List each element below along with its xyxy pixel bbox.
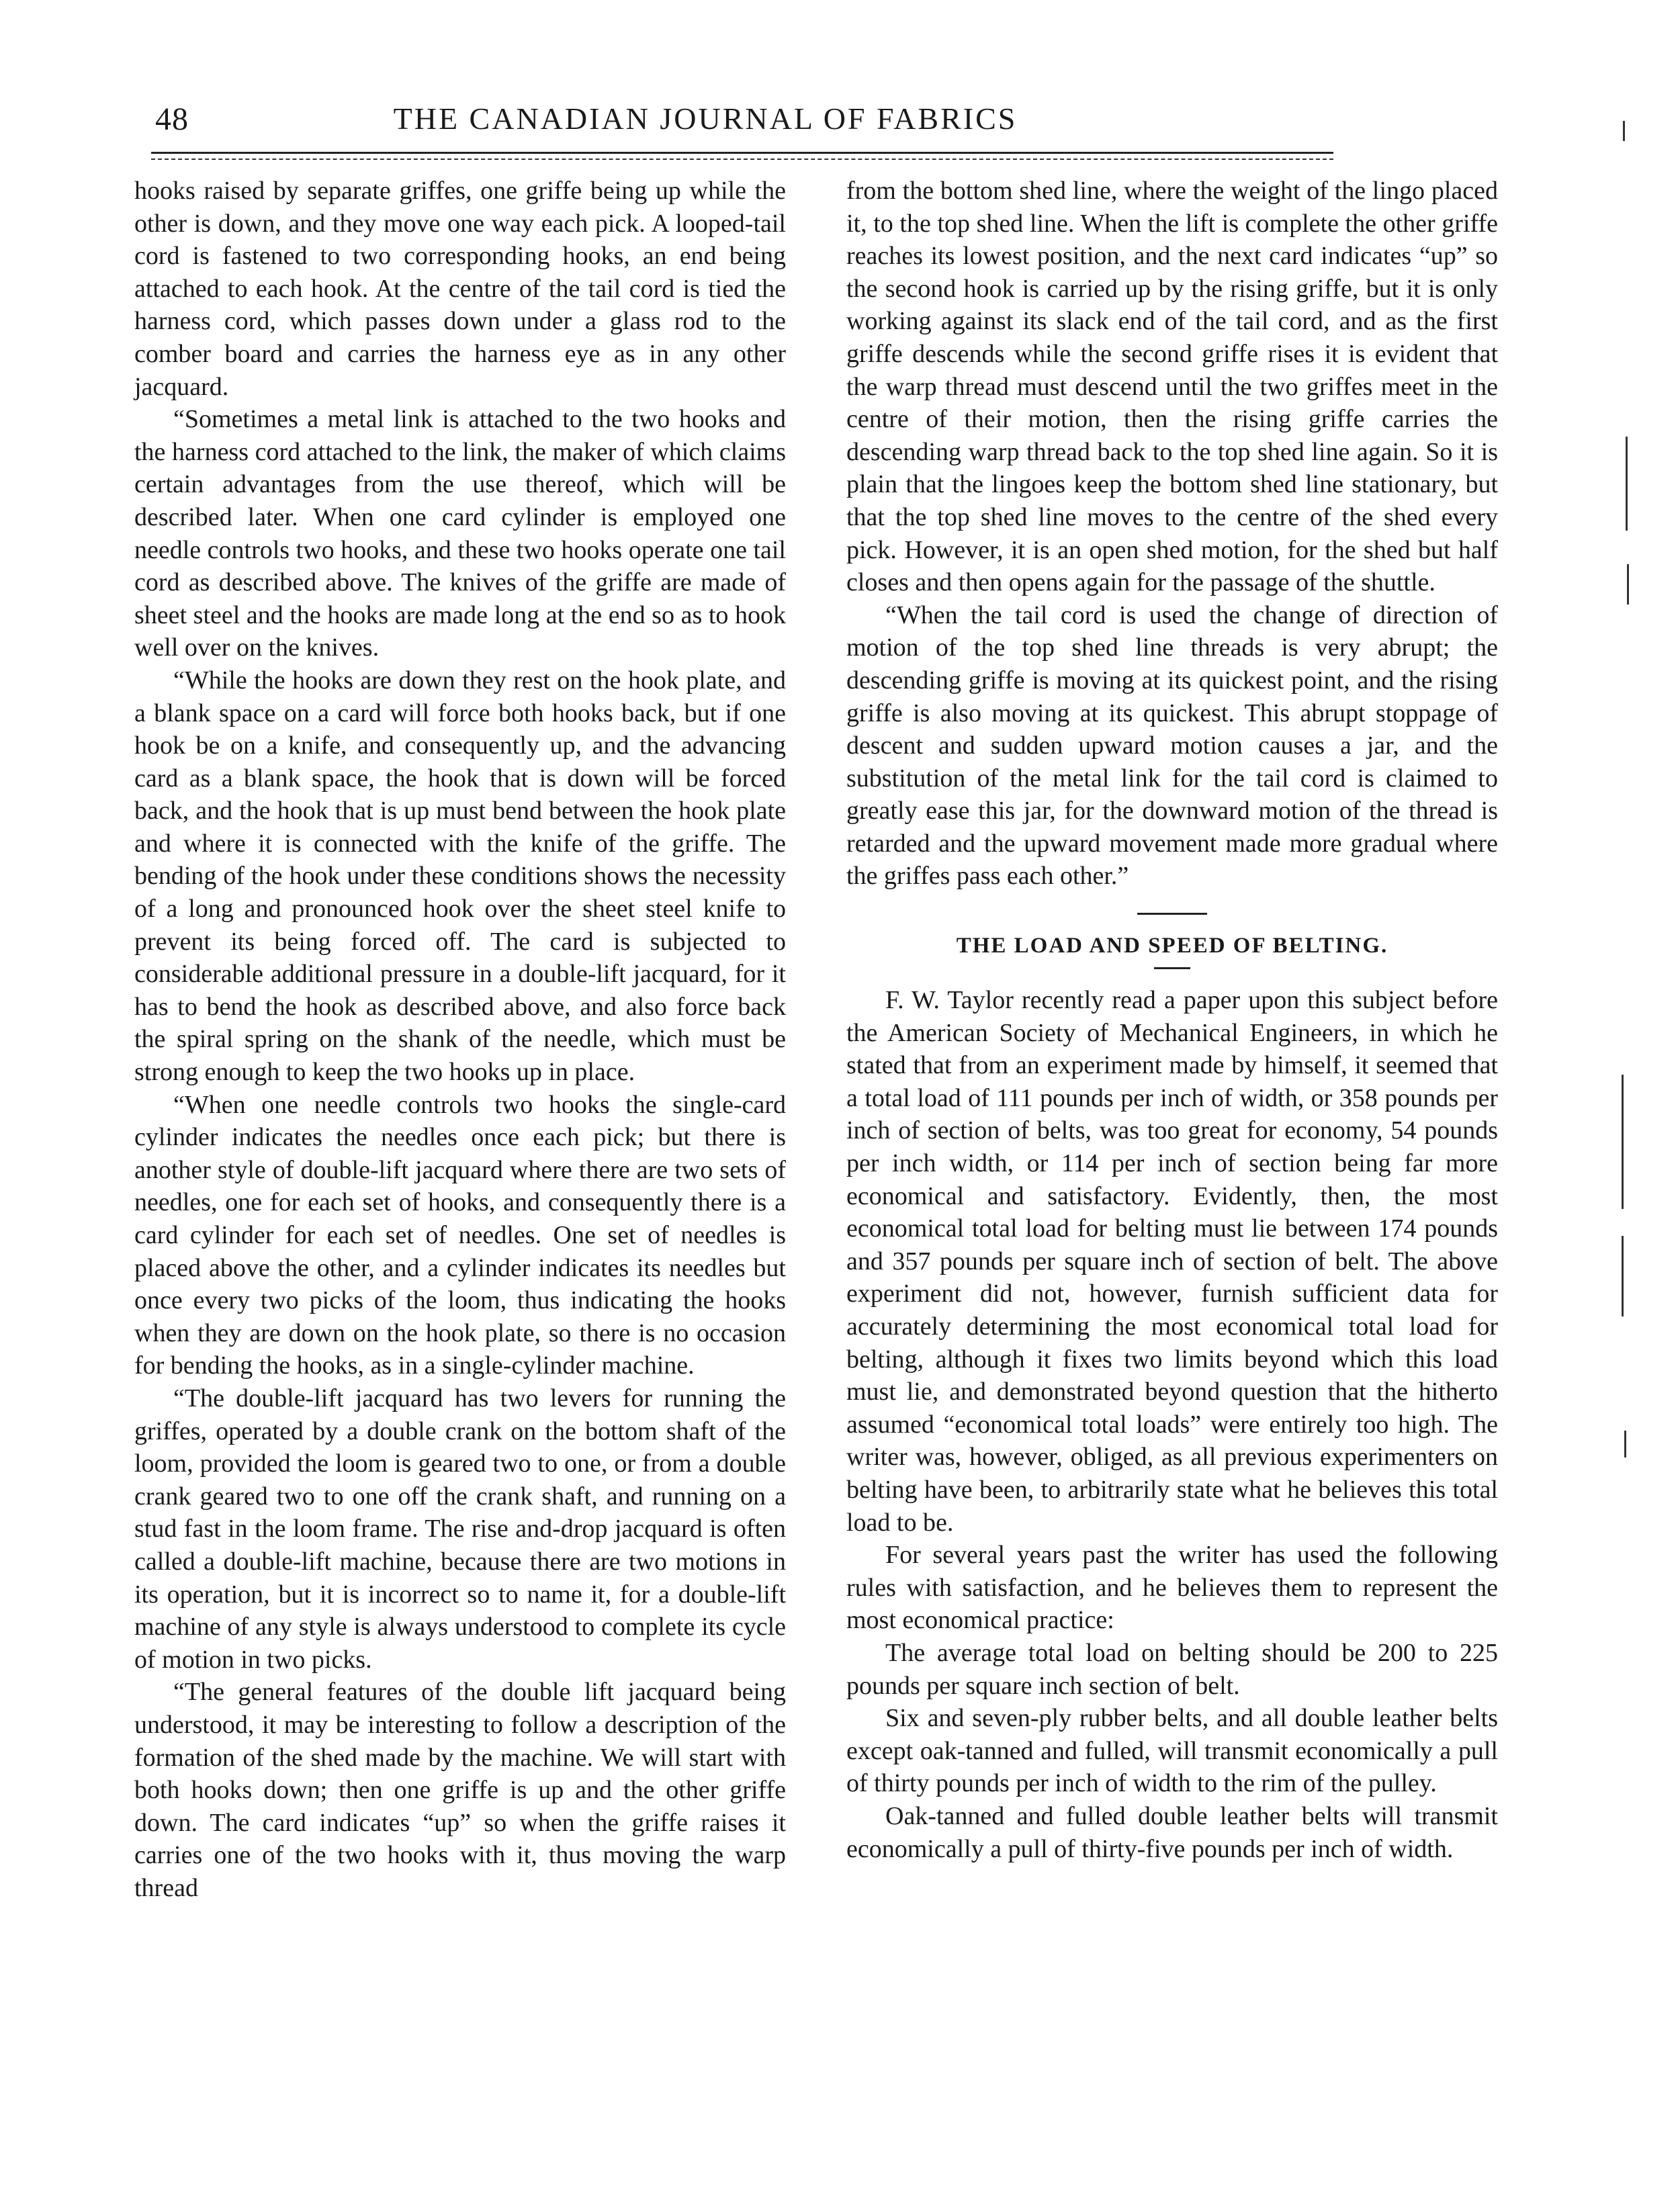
scan-mark <box>1623 121 1625 141</box>
paragraph: The average total load on belting should be 200 to 225 pounds per square inch section of belt. <box>846 1638 1498 1700</box>
journal-title: THE CANADIAN JOURNAL OF FABRICS <box>393 101 1018 136</box>
paragraph: For several years past the writer has used the following rules with satisfaction, and he believes them to represent the most economical practice: <box>846 1541 1498 1635</box>
paragraph: “When one needle controls two hooks the single-card cylinder indicates the needles once each pick; but there is another style of double-lift jacquard where there are two sets of needles, one for each set of hooks, and consequently there is a card cylinder for each set of needles. One set of needles is placed above the other, and a cylinder indicates its needles but once every two picks of the loom, thus indicating the hooks when they are down on the hook plate, so there is no occasion for bending the hooks, as in a single-cylinder machine. <box>134 1090 786 1380</box>
scan-mark <box>1622 1075 1624 1209</box>
header-rule-dashed <box>151 159 1333 160</box>
paragraph: “When the tail cord is used the change of direction of motion of the top shed line threads is very abrupt; the descending griffe is moving at its quickest point, and the rising griffe is also moving at its quickest. This abrupt stoppage of descent and sudden upward motion causes a jar, and the substitution of the metal link for the tail cord is claimed to greatly ease this jar, for the downward motion of the thread is retarded and the upward movement made more gradual where the griffes pass each other.” <box>846 600 1498 891</box>
heading-underline <box>1154 967 1190 969</box>
header-rule <box>151 152 1333 154</box>
scan-mark <box>1626 437 1628 531</box>
right-column <box>846 175 1498 1865</box>
section-divider <box>1137 913 1207 915</box>
page-header <box>151 101 1179 154</box>
scan-margin-marks <box>1619 121 1659 1599</box>
paragraph: hooks raised by separate griffes, one griffe being up while the other is down, and they move one way each pick. A looped-tail cord is fastened to two corresponding hooks, an end being attached to each hook. At the centre of the tail cord is tied the harness cord, which passes down under a glass rod to the comber board and carries the harness eye as in any other jacquard. <box>134 177 786 401</box>
paragraph: Six and seven-ply rubber belts, and all double leather belts except oak-tanned and fulled, will transmit economically a pull of thirty pounds per inch of width to the rim of the pulley. <box>846 1704 1498 1798</box>
paragraph: Oak-tanned and fulled double leather belts will transmit economically a pull of thirty-five pounds per inch of width. <box>846 1801 1498 1863</box>
paragraph: “Sometimes a metal link is attached to the two hooks and the harness cord attached to the link, the maker of which claims certain advantages from the use thereof, which will be described later. When one card cylinder is employed one needle controls two hooks, and these two hooks operate one tail cord as described above. The knives of the griffe are made of sheet steel and the hooks are made long at the end so as to hook well over on the knives. <box>134 405 786 662</box>
scan-mark <box>1627 564 1629 604</box>
paragraph: “The double-lift jacquard has two levers for running the griffes, operated by a double crank on the bottom shaft of the loom, provided the loom is geared two to one, or from a double crank geared two to one off the crank shaft, and running on a stud fast in the loom frame. The rise and-drop jacquard is often called a double-lift machine, because there are two motions in its operation, but it is incorrect so to name it, for a double-lift machine of any style is always understood to complete its cycle of motion in two picks. <box>134 1384 786 1674</box>
left-column <box>134 175 786 1904</box>
page-number: 48 <box>155 101 189 137</box>
paragraph: “The general features of the double lift jacquard being understood, it may be interesting to follow a description of the formation of the shed made by the machine. We will start with both hooks down; then one griffe is up and the other griffe down. The card indicates “up” so when the griffe raises it carries one of the two hooks with it, thus moving the warp thread <box>134 1678 786 1902</box>
paragraph: “While the hooks are down they rest on the hook plate, and a blank space on a card will force both hooks back, but if one hook be on a knife, and consequently up, and the advancing card as a blank space, the hook that is down will be forced back, and the hook that is up must bend between the hook plate and where it is connected with the knife of the griffe. The bending of the hook under these conditions shows the necessity of a long and pronounced hook over the sheet steel knife to prevent its being forced off. The card is subjected to considerable additional pressure in a double-lift jacquard, for it has to bend the hook as described above, and also force back the spiral spring on the shank of the needle, which must be strong enough to keep the two hooks up in place. <box>134 666 786 1087</box>
paragraph: from the bottom shed line, where the weight of the lingo placed it, to the top shed line. When the lift is complete the other griffe reaches its lowest position, and the next card indicates “up” so the second hook is carried up by the rising griffe, but it is only working against its slack end of the tail cord, and as the first griffe descends while the second griffe rises it is evident that the warp thread must descend until the two griffes meet in the centre of their motion, then the rising griffe carries the descending warp thread back to the top shed line again. So it is plain that the lingoes keep the bottom shed line stationary, but that the top shed line moves to the centre of the shed every pick. However, it is an open shed motion, for the shed but half closes and then opens again for the passage of the shuttle. <box>846 177 1498 597</box>
scan-mark <box>1622 1236 1624 1316</box>
section-heading: THE LOAD AND SPEED OF BELTING. <box>956 934 1388 958</box>
paragraph: F. W. Taylor recently read a paper upon this subject before the American Society of Mechanical Engineers, in which he stated that from an experiment made by himself, it seemed that a total load of 111 pounds per inch of width, or 358 pounds per inch of section of belts, was too great for economy, 54 pounds per inch width, or 114 per inch of section being far more economical and satisfactory. Evidently, then, the most economical total load for belting must lie between 174 pounds and 357 pounds per square inch of section of belt. The above experiment did not, however, furnish sufficient data for accurately determining the most economical total load for belting, although it fixes two limits beyond which this load must lie, and demonstrated beyond question that the hitherto assumed “economical total loads” were entirely too high. The writer was, however, obliged, as all previous experimenters on belting have been, to arbitrarily state what he believes this total load to be. <box>846 986 1498 1537</box>
scan-mark <box>1624 1431 1626 1457</box>
